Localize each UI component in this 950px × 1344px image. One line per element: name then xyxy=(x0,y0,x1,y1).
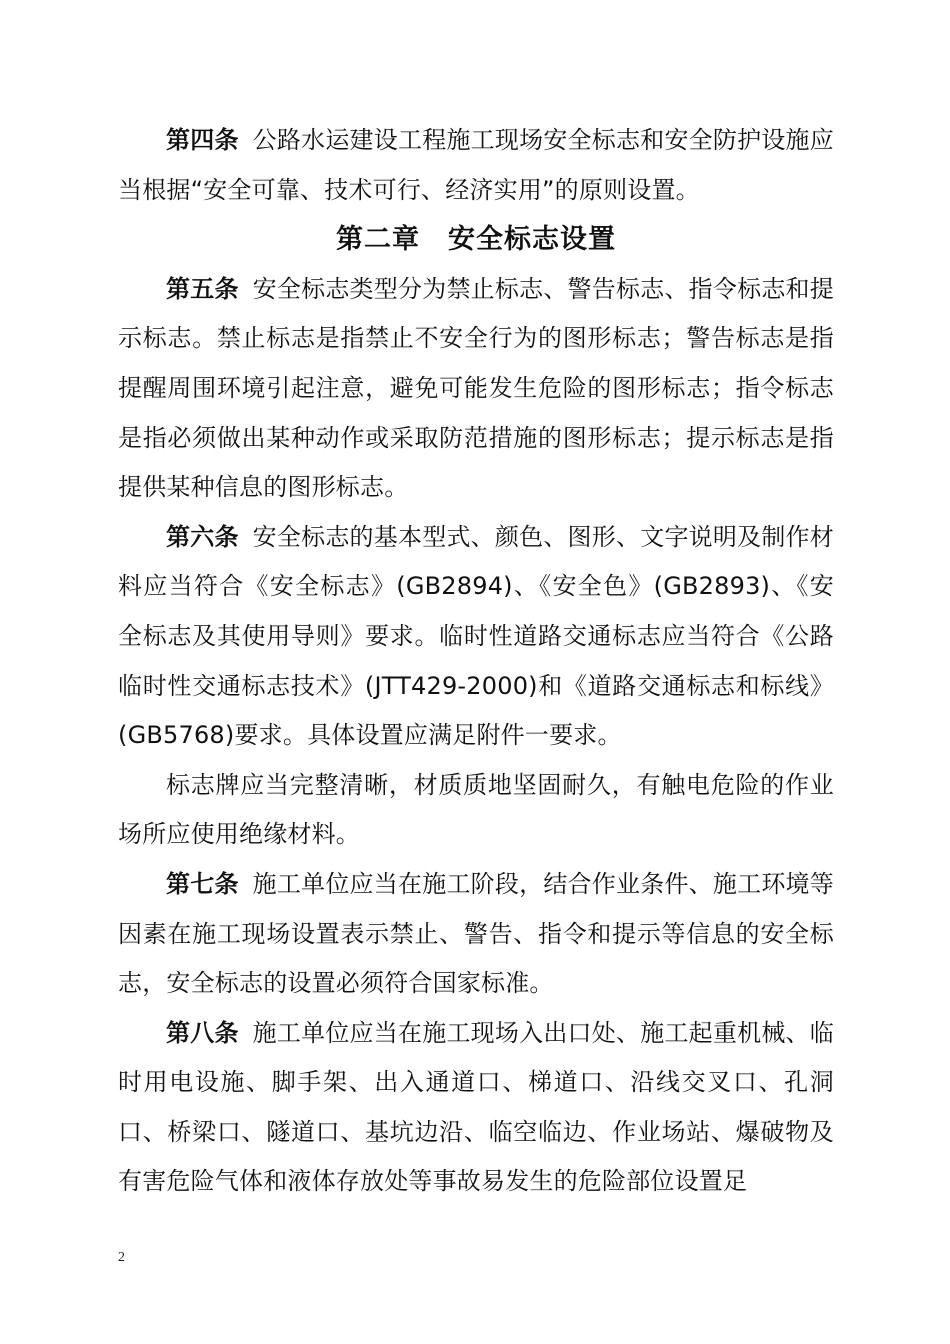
sign-board-text: 标志牌应当完整清晰，材质质地坚固耐久，有触电危险的作业场所应使用绝缘材料。 xyxy=(118,770,834,849)
chapter-title: 安全标志设置 xyxy=(448,224,616,256)
article-4-text: 公路水运建设工程施工现场安全标志和安全防护设施应当根据“安全可靠、技术可行、经济实用”的原则设置。 xyxy=(118,126,834,204)
chapter-number: 第二章 xyxy=(336,224,420,256)
article-7-text: 施工单位应当在施工阶段，结合作业条件、施工环境等因素在施工现场设置表示禁止、警告、指令和提示等信息的安全标志，安全标志的设置必须符合国家标准。 xyxy=(118,869,834,998)
article-4-heading: 第四条 xyxy=(166,126,239,154)
article-7-paragraph xyxy=(118,860,834,1009)
article-6-heading: 第六条 xyxy=(166,522,239,551)
article-8-text: 施工单位应当在施工现场入出口处、施工起重机械、临时用电设施、脚手架、出入通道口、梯道口、沿线交叉口、孔洞口、桥梁口、隧道口、基坑边沿、临空临边、作业场站、爆破物及有害危险气体和液体存放处等事故易发生的危险部位设置足 xyxy=(118,1018,834,1196)
document-body xyxy=(118,116,834,1207)
article-7-heading: 第七条 xyxy=(166,869,239,898)
article-6-paragraph xyxy=(118,513,834,761)
chapter-heading xyxy=(118,215,834,265)
article-8-heading: 第八条 xyxy=(166,1018,239,1047)
article-8-paragraph xyxy=(118,1009,834,1207)
article-5-text: 安全标志类型分为禁止标志、警告标志、指令标志和提示标志。禁止标志是指禁止不安全行为的图形标志；警告标志是指提醒周围环境引起注意，避免可能发生危险的图形标志；指令标志是指必须做出某种动作或采取防范措施的图形标志；提示标志是指提供某种信息的图形标志。 xyxy=(118,274,834,502)
page-number: 2 xyxy=(118,1250,125,1265)
article-6-text: 安全标志的基本型式、颜色、图形、文字说明及制作材料应当符合《安全标志》(GB2894)、《安全色》(GB2893)、《安全标志及其使用导则》要求。临时性道路交通标志应当符合《公路临时性交通标志技术》(JTT429-2000)和《道路交通标志和标线》(GB5768)要求。具体设置应满足附件一要求。 xyxy=(118,522,834,750)
article-5-paragraph xyxy=(118,265,834,513)
article-4-paragraph xyxy=(118,116,834,215)
sign-board-paragraph xyxy=(118,761,834,860)
article-5-heading: 第五条 xyxy=(166,274,239,303)
